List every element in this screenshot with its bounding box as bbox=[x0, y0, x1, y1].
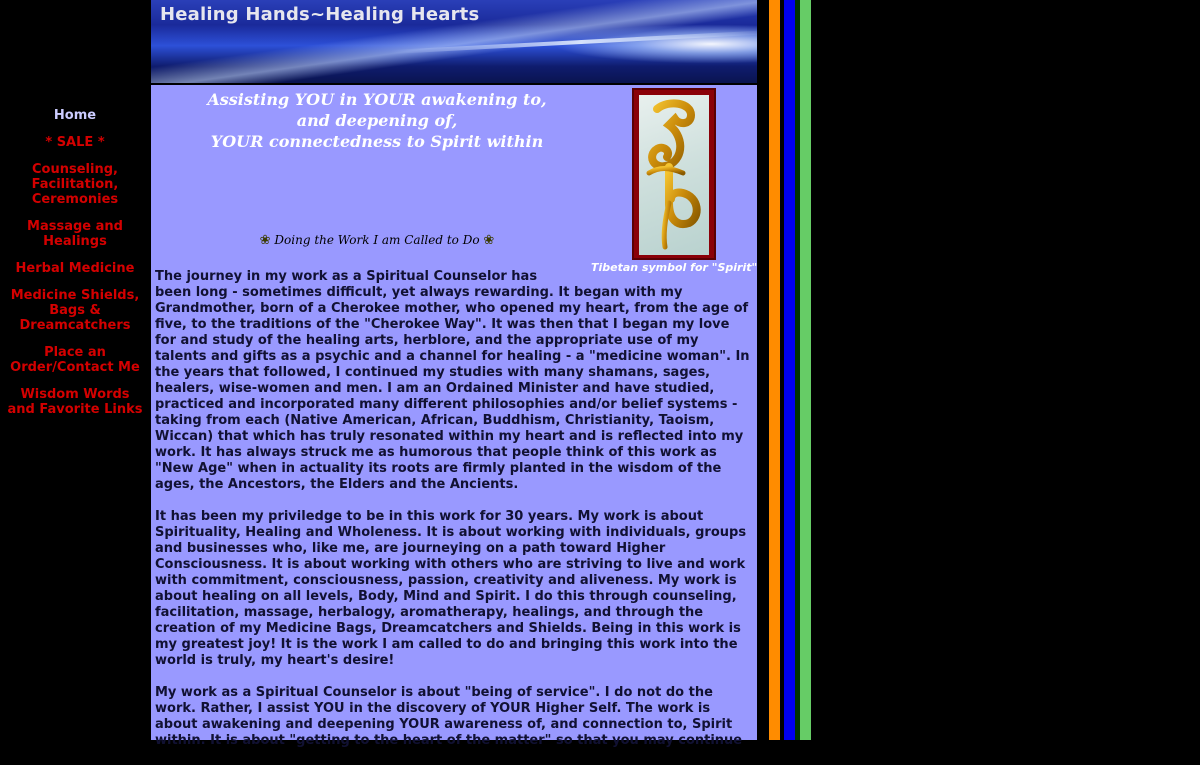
main-content bbox=[151, 85, 758, 748]
spirit-symbol-icon bbox=[639, 95, 709, 255]
tibetan-spirit-symbol-image bbox=[632, 88, 716, 260]
nav-link-medicine-shields[interactable]: Medicine Shields, Bags & Dreamcatchers bbox=[10, 288, 140, 333]
banner-light-streak bbox=[391, 30, 771, 54]
article-body bbox=[155, 269, 753, 765]
nav-link-order-contact[interactable]: Place an Order/Contact Me bbox=[10, 345, 140, 375]
tagline-line: and deepening of, bbox=[296, 111, 458, 130]
nav-link-massage[interactable]: Massage and Healings bbox=[27, 219, 123, 249]
wrap-spacer bbox=[575, 269, 753, 285]
tagline-line: Assisting YOU in YOUR awakening to, bbox=[207, 90, 547, 109]
nav-link-home[interactable]: Home bbox=[53, 108, 97, 123]
flower-icon: ❀ bbox=[259, 233, 271, 248]
header-banner bbox=[151, 0, 757, 83]
nav-link-counseling[interactable]: Counseling, Facilitation, Ceremonies bbox=[31, 162, 119, 207]
work-subtitle bbox=[151, 233, 603, 248]
work-subtitle-text: Doing the Work I am Called to Do bbox=[274, 233, 480, 247]
tagline bbox=[151, 89, 603, 152]
stripe-orange bbox=[769, 0, 780, 740]
stripe-green bbox=[800, 0, 811, 740]
sidebar-nav bbox=[0, 108, 150, 429]
symbol-caption: Tibetan symbol for "Spirit" bbox=[591, 261, 758, 274]
paragraph: The journey in my work as a Spiritual Counselor has been long - sometimes difficult, yet always rewarding. It began with my Grandmother, born of a Cherokee mother, who opened my heart, from the age of five, to the traditions of the "Cherokee Way". It was then that I began my love for and study of the healing arts, herblore, and the appropriate use of my talents and gifts as a psychic and a channel for healing - a "medicine woman". In the years that followed, I continued my studies with many shamans, sages, healers, wise-women and men. I am an Ordained Minister and have studied, practiced and incorporated many different philosophies and/or belief systems - taking from each (Native American, African, Buddhism, Christianity, Taoism, Wiccan) that which has truly resonated within my heart and is reflected into my work. It has always struck me as humorous that people think of this work as "New Age" when in actuality its roots are firmly planted in the wisdom of the ages, the Ancestors, the Elders and the Ancients. bbox=[155, 269, 753, 493]
stripe-black bbox=[757, 0, 769, 740]
paragraph: My work as a Spiritual Counselor is about "being of service". I do not do the work. Rather, I assist YOU in the discovery of YOUR Higher Self. The work is about awakening and deepening YOUR awareness of, and connection to, Spirit within. It is about "getting to the heart of the matter" so that you may continue bbox=[155, 685, 743, 748]
nav-link-herbal-medicine[interactable]: Herbal Medicine bbox=[15, 261, 135, 276]
nav-link-sale[interactable]: * SALE * bbox=[45, 135, 105, 150]
site-title: Healing Hands~Healing Hearts bbox=[160, 4, 480, 25]
flower-icon: ❀ bbox=[483, 233, 495, 248]
paragraph: It has been my priviledge to be in this work for 30 years. My work is about Spirituality, Healing and Wholeness. It is about working with individuals, groups and businesses who, like me, are journeying on a path toward Higher Consciousness. It is about working with others who are striving to live and work with commitment, consciousness, passion, creativity and aliveness. My work is about healing on all levels, Body, Mind and Spirit. I do this through counseling, facilitation, massage, herbalogy, aromatherapy, healings, and through the creation of my Medicine Bags, Dreamcatchers and Shields. Being in this work is my greatest joy! It is the work I am called to do and bringing this work into the world is truly, my heart's desire! bbox=[155, 509, 747, 668]
nav-link-wisdom-words[interactable]: Wisdom Words and Favorite Links bbox=[7, 387, 143, 417]
tagline-line: YOUR connectedness to Spirit within bbox=[210, 132, 544, 151]
symbol-canvas bbox=[639, 95, 709, 255]
stripe-blue bbox=[784, 0, 795, 740]
